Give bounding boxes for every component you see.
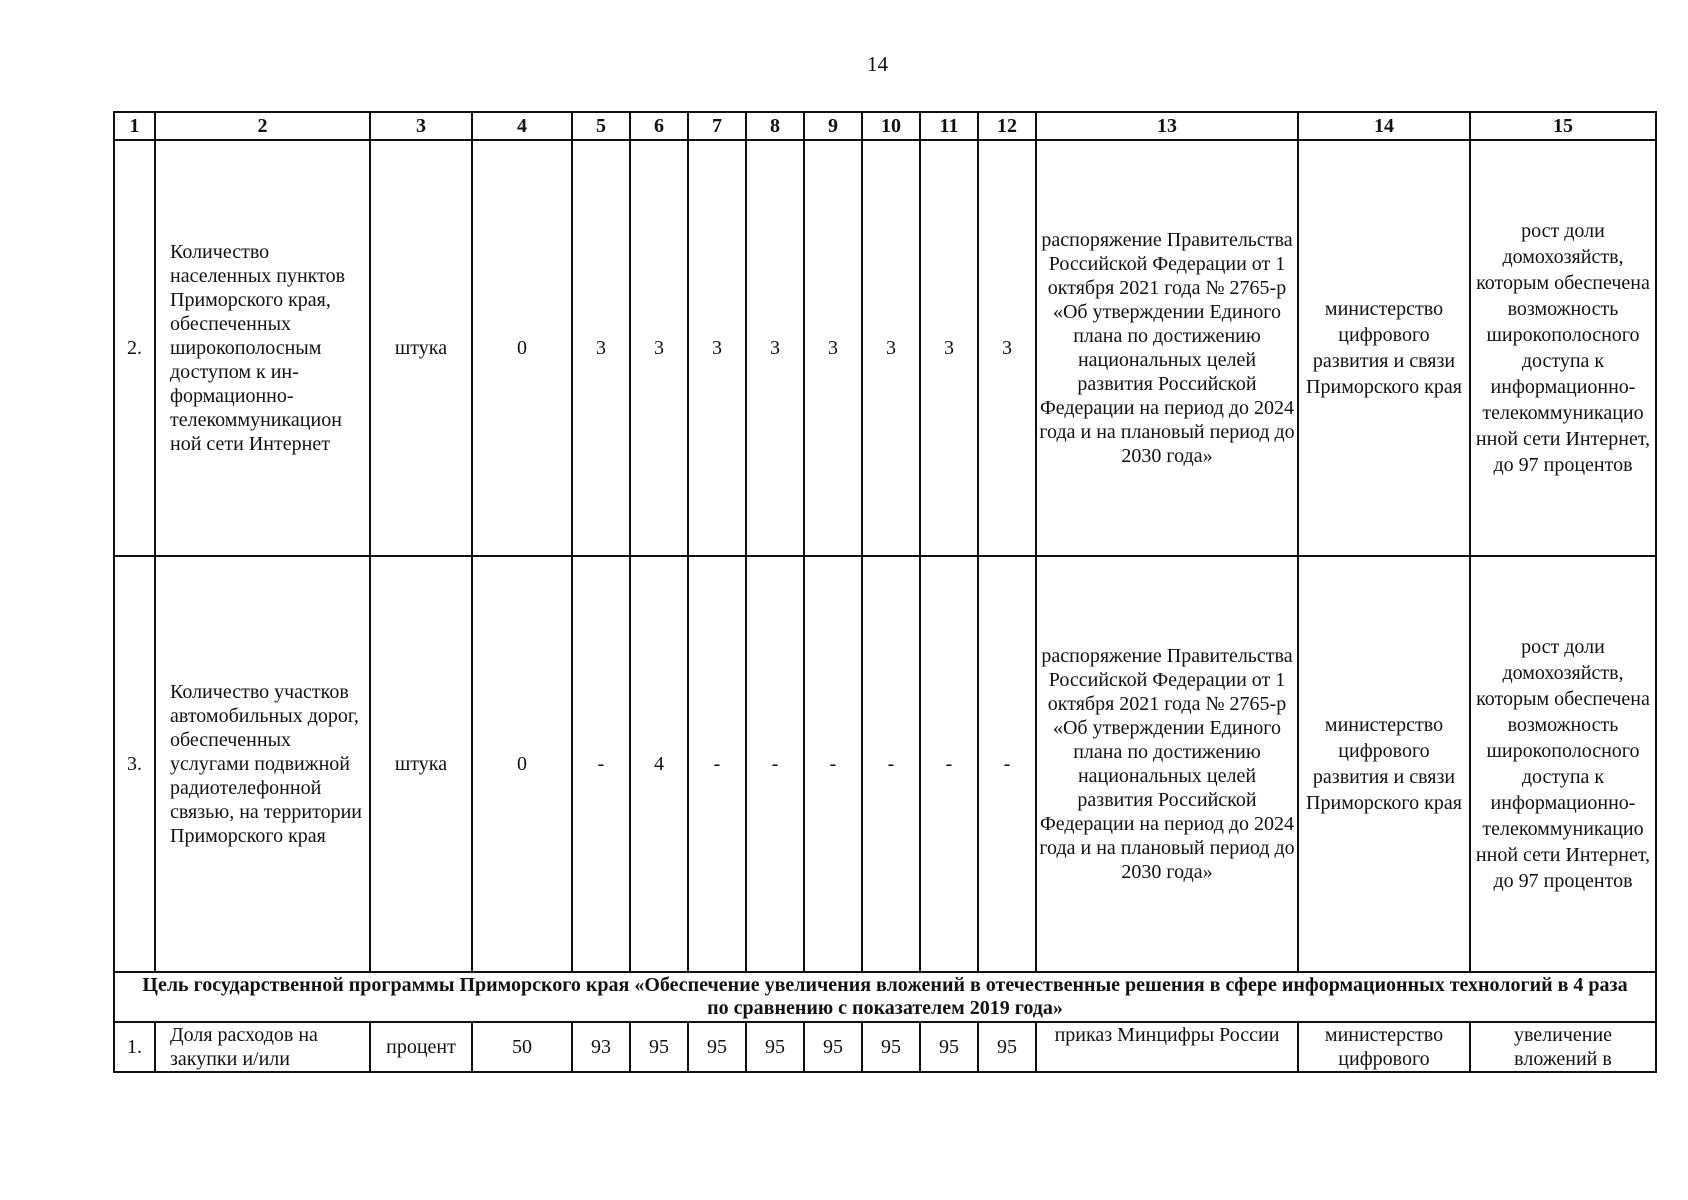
document-text: приказ Минцифры России xyxy=(1054,1024,1280,1046)
relation-text: увеличение вложений в xyxy=(1513,1024,1613,1070)
base-value-cell: 0 xyxy=(472,556,572,972)
indicator-name-text: Доля расходов на закупки и/или xyxy=(170,1024,318,1070)
relation-cell: рост доли домохозяйств, которым обеспечена возможность широкополосного доступа к информационно-телекоммуникацио нной сети Интернет, до 97 процентов xyxy=(1470,140,1656,556)
value-cell: 95 xyxy=(804,1022,862,1072)
column-number: 4 xyxy=(472,112,572,140)
value-cell: - xyxy=(688,556,746,972)
value-cell: 95 xyxy=(688,1022,746,1072)
row-number: 1. xyxy=(114,1022,155,1072)
value-cell: 3 xyxy=(746,140,804,556)
document-cell: распоряжение Правительства Российской Федерации от 1 октября 2021 года № 2765-р «Об утверждении Единого плана по достижению национальных целей развития Российской Федерации на период до 2024 года и на плановый период до 2030 года» xyxy=(1036,140,1298,556)
value-cell: 93 xyxy=(572,1022,630,1072)
value-cell: - xyxy=(746,556,804,972)
indicators-table xyxy=(113,111,1657,1073)
document-cell xyxy=(1036,1022,1298,1072)
unit-cell: штука xyxy=(370,140,472,556)
value-cell: 95 xyxy=(630,1022,688,1072)
program-goal-heading: Цель государственной программы Приморского края «Обеспечение увеличения вложений в отечественные решения в сфере информационных технологий в 4 раза по сравнению с показателем 2019 года» xyxy=(114,972,1656,1022)
value-cell: 4 xyxy=(630,556,688,972)
value-cell: - xyxy=(920,556,978,972)
relation-cell: рост доли домохозяйств, которым обеспечена возможность широкополосного доступа к информационно-телекоммуникацио нной сети Интернет, до 97 процентов xyxy=(1470,556,1656,972)
column-number: 7 xyxy=(688,112,746,140)
relation-cell xyxy=(1470,1022,1656,1072)
base-value-cell: 0 xyxy=(472,140,572,556)
value-cell: 3 xyxy=(862,140,920,556)
value-cell: 3 xyxy=(804,140,862,556)
column-number: 13 xyxy=(1036,112,1298,140)
column-number: 2 xyxy=(155,112,370,140)
value-cell: 3 xyxy=(978,140,1036,556)
column-number: 8 xyxy=(746,112,804,140)
table-row xyxy=(114,1022,1656,1072)
indicator-name: Количество участков автомобильных дорог, обеспеченных услугами подвижной радиотелефонной связью, на территории Приморского края xyxy=(155,556,370,972)
responsible-cell: министерство цифрового развития и связи Приморского края xyxy=(1298,140,1470,556)
column-number: 14 xyxy=(1298,112,1470,140)
indicator-name xyxy=(155,1022,370,1072)
value-cell: 95 xyxy=(978,1022,1036,1072)
goal-row xyxy=(114,972,1656,1022)
responsible-cell: министерство цифрового развития и связи Приморского края xyxy=(1298,556,1470,972)
value-cell: - xyxy=(572,556,630,972)
responsible-text: министерство цифрового xyxy=(1324,1024,1444,1070)
page-number: 14 xyxy=(867,52,888,76)
column-number: 12 xyxy=(978,112,1036,140)
column-number: 3 xyxy=(370,112,472,140)
column-number: 10 xyxy=(862,112,920,140)
unit-cell: процент xyxy=(370,1022,472,1072)
column-number: 5 xyxy=(572,112,630,140)
value-cell: 3 xyxy=(920,140,978,556)
value-cell: - xyxy=(804,556,862,972)
column-number: 1 xyxy=(114,112,155,140)
table-row xyxy=(114,556,1656,972)
value-cell: 3 xyxy=(572,140,630,556)
value-cell: - xyxy=(978,556,1036,972)
row-number: 2. xyxy=(114,140,155,556)
table-row xyxy=(114,140,1656,556)
column-number: 11 xyxy=(920,112,978,140)
value-cell: - xyxy=(862,556,920,972)
document-cell: распоряжение Правительства Российской Федерации от 1 октября 2021 года № 2765-р «Об утверждении Единого плана по достижению национальных целей развития Российской Федерации на период до 2024 года и на плановый период до 2030 года» xyxy=(1036,556,1298,972)
column-number: 6 xyxy=(630,112,688,140)
row-number: 3. xyxy=(114,556,155,972)
value-cell: 3 xyxy=(630,140,688,556)
value-cell: 95 xyxy=(920,1022,978,1072)
value-cell: 95 xyxy=(746,1022,804,1072)
column-number-row xyxy=(114,112,1656,140)
responsible-cell xyxy=(1298,1022,1470,1072)
indicator-name: Количество населенных пунктов Приморского края, обеспеченных широкополосным доступом к ин-формационно-телекоммуникацион ной сети Интернет xyxy=(155,140,370,556)
unit-cell: штука xyxy=(370,556,472,972)
base-value-cell: 50 xyxy=(472,1022,572,1072)
column-number: 9 xyxy=(804,112,862,140)
value-cell: 95 xyxy=(862,1022,920,1072)
value-cell: 3 xyxy=(688,140,746,556)
column-number: 15 xyxy=(1470,112,1656,140)
